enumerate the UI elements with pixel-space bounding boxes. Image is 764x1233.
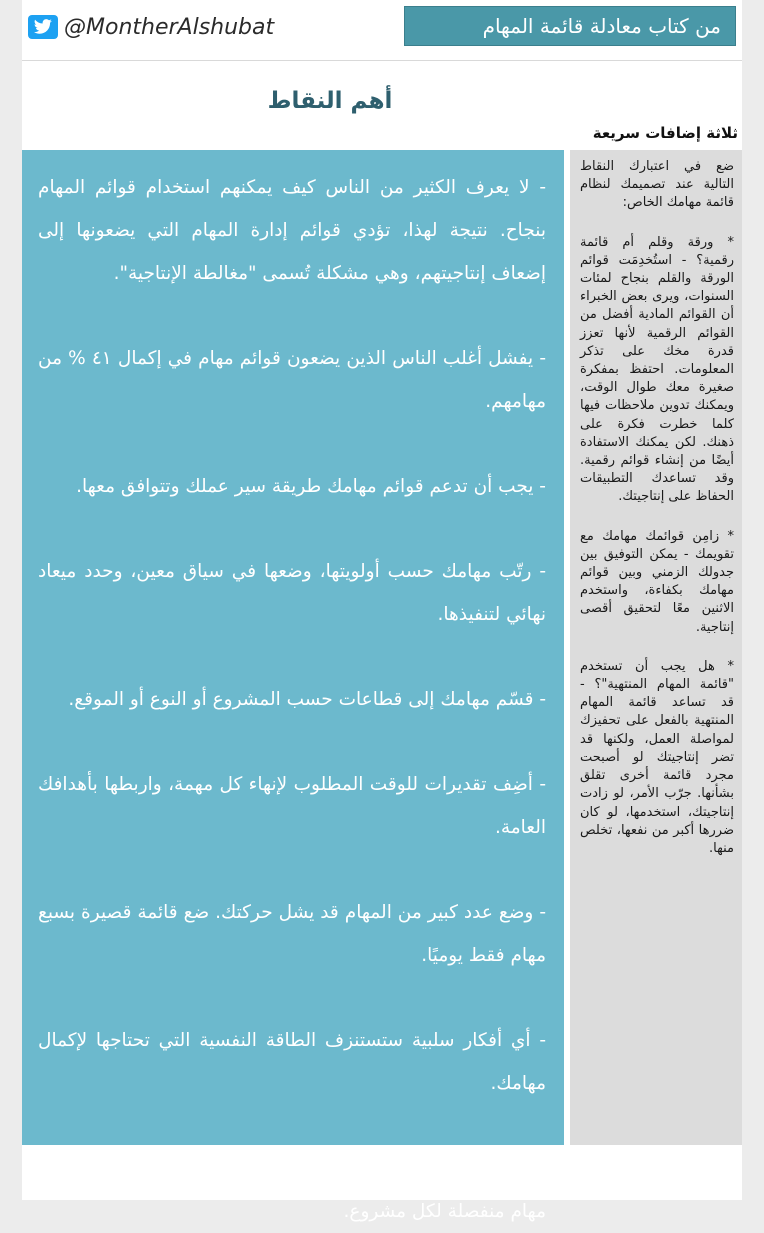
header-divider xyxy=(22,60,742,61)
book-title-banner: من كتاب معادلة قائمة المهام xyxy=(404,6,736,46)
key-point: - لا يعرف الكثير من الناس كيف يمكنهم استخدام قوائم المهام بنجاح. نتيجة لهذا، تؤدي قوائم إدارة المهام التي يضعونها إلى إضعاف إنتاجيتهم، وهي مشكلة تُسمى "مغالطة الإنتاجية". xyxy=(38,177,546,284)
sidebar-paragraph: ضع في اعتبارك النقاط التالية عند تصميمك لنظام قائمة مهامك الخاص: xyxy=(580,159,734,211)
key-point: - رتّب مهامك حسب أولويتها، وضعها في سياق معين، وحدد ميعاد نهائي لتنفيذها. xyxy=(38,561,546,625)
key-point: - أضِف تقديرات للوقت المطلوب لإنهاء كل مهمة، واربطها بأهدافك العامة. xyxy=(38,774,546,838)
key-point: - يجب أن تدعم قوائم مهامك طريقة سير عملك وتتوافق معها. xyxy=(76,476,546,497)
sidebar-paragraph: * ورقة وقلم أم قائمة رقمية؟ - استُخدِمَت قوائم الورقة والقلم بنجاح لمئات السنوات، ويرى بعض الخبراء أن القوائم المادية أفضل من القوائم الرقمية لأنها تعزز قدرة مخك على تذكر المعلومات. احتفظ بمفكرة صغيرة معك طوال الوقت، ويمكنك تدوين ملاحظات فيها كلما خطرت فكرة على ذهنك. لكن يمكنك الاستفادة أيضًا من إنشاء قوائم رقمية. وقد تساعدك التطبيقات الحفاظ على إنتاجيتك. xyxy=(580,234,734,505)
key-point: - أي أفكار سلبية ستستنزف الطاقة النفسية التي تحتاجها لإكمال مهامك. xyxy=(38,1030,546,1094)
key-point: - قسّم مشاريعك إلى عناصر صغيرة قابلة للتنفيذ، وانشئ قوائم مهام منفصلة لكل مشروع. xyxy=(38,1158,546,1222)
key-point: - يفشل أغلب الناس الذين يضعون قوائم مهام في إكمال ٤١ % من مهامهم. xyxy=(38,348,546,412)
key-points-panel xyxy=(22,150,564,1222)
key-point: - قسّم مهامك إلى قطاعات حسب المشروع أو النوع أو الموقع. xyxy=(68,689,546,710)
sidebar-paragraph: * هل يجب أن تستخدم "قائمة المهام المنتهية"؟ - قد تساعد قائمة المهام المنتهية بالفعل على تحفيزك لمواصلة العمل، ولكنها قد تضر إنتاجيتك لو أصبحت مجرد قائمة أخرى تقلق بشأنها. جرّب الأمر، لو زادت إنتاجيتك، استخدمها، لو كان ضررها أكبر من نفعها، تخلص منها. xyxy=(580,658,734,856)
twitter-handle-text: @MontherAlshubat xyxy=(64,14,275,40)
sidebar-paragraph: * زامِن قوائمك مهامك مع تقويمك - يمكن التوفيق بين جدولك الزمني وبين قوائم مهامك بكفاءة، واستخدم الاثنين معًا لتحقيق أقصى إنتاجية. xyxy=(580,528,734,635)
key-point: - وضع عدد كبير من المهام قد يشل حركتك. ضع قائمة قصيرة بسبع مهام فقط يوميًا. xyxy=(38,902,546,966)
twitter-handle[interactable] xyxy=(28,8,274,46)
quick-additions-sidebar xyxy=(570,150,742,1145)
twitter-bird-icon xyxy=(28,15,58,39)
main-title: أهم النقاط xyxy=(267,88,393,114)
sidebar-title: ثلاثة إضافات سريعة xyxy=(592,124,738,142)
